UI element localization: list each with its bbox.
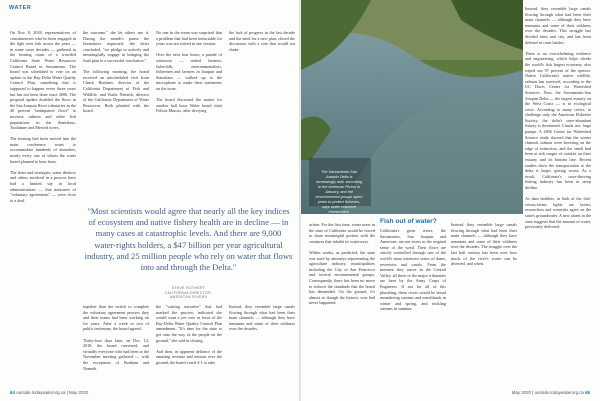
section-tag: WATER bbox=[9, 5, 32, 11]
section-subhead: Fish out of water? bbox=[380, 218, 437, 225]
photo-caption: The Sacramento-San Joaquin Delta is increasingly arid, according to the American Rivers in January, and the environmental groups spent years to protect fisheries, says water resource researchers. bbox=[315, 170, 363, 214]
body-column-right-2 bbox=[380, 218, 446, 378]
folio-text: ourside.todaywaterorg.ca | May 2020 bbox=[16, 390, 89, 395]
page-number: 65 bbox=[585, 390, 590, 395]
right-page bbox=[301, 0, 600, 401]
paragraph: Thirty-four days later, on Dec. 12, 2018, the board convened, and virtually everyone who had been at the November meeting gathered — with the exceptions of Bonham and Nemeth. bbox=[83, 337, 149, 371]
folio-right bbox=[512, 390, 590, 395]
body-column-right-1 bbox=[309, 222, 375, 382]
body-column-right-4 bbox=[525, 6, 591, 358]
folio-text: May 2020 | ourside.todaywaterorg.ca bbox=[511, 390, 584, 395]
paragraph: together than the switch to complete the voluntary agreement process they and their teams had been working on for years. After a week or two of public testimony, the board agreed. bbox=[83, 304, 149, 332]
paragraph: The board discussed the matter for another half hour. Water board chair Felicia Marcus, after decrying bbox=[156, 97, 222, 114]
paragraph: As dam builders, in both of the fish-versus-farms fights are hotter, researchers and scientists agree on the state's groundwater. A new alarm in the state suggests that the amount of water, previously delivered. bbox=[525, 196, 591, 230]
body-column-3-lower bbox=[156, 304, 222, 382]
paragraph: No one in the room was surprised that a problem that had been intractable for years was not solved in one session. bbox=[156, 30, 222, 47]
body-column-right-3 bbox=[451, 222, 517, 382]
paragraph: the lack of progress in the last decade and the need for a new plan, closed the discussion with a vote that would not shake. bbox=[229, 30, 295, 52]
folio-left bbox=[10, 390, 88, 395]
paragraph: Instead, they resemble large canals flowing through what had been their main channels — although they have remnants and some of their wildness over the decades. bbox=[229, 304, 295, 332]
paragraph: the outcome," she let others use it. During the month's pause the lawmakers requested, the letter concluded, "we pledge to actively and meaningfully engage in bringing the final plan to a successful conclusion." bbox=[83, 30, 149, 63]
paragraph: the "waiting narrative" that had marked the process, indicated she would want a yes vote in favor of the Bay-Delta Water Quality Control Plan amendment. "It's time for the state to get onto the way of the people on the ground," she said in closing. bbox=[156, 304, 222, 343]
left-page bbox=[0, 0, 299, 401]
body-column-2 bbox=[83, 30, 149, 228]
paragraph: Within weeks, as predicted, the state was sued by attorneys representing the agriculture industry, municipalities including the City of San Francisco and several environmental groups. Consequently, there has been no move to enforce the standards that the board has demanded. On the ground, it's almost as though the historic vote had never happened. bbox=[309, 249, 375, 306]
paragraph: There is an overwhelming evidence and engineering, which helps divide the world's fish largest economy, also wiped out 97 percent of the species. Native California's native wildlife, salmon has survived, according to the UC Davis Center for Watershed Sciences. Now, the Sacramento-San Joaquin Delta — the largest estuary on the West Coast — is in ecological crisis. According to many critics, to challenge only the American Fisheries Society, the delta's once-abundant fishery is threatened. Canals use, large pumps. A 2006 Center for Watershed Science study showed that the winter chinook salmon were hovering on the edge of extinction, and the smelt had been at risk ranges of outskirt on their estuary and its bottom line. Recent studies show the transportation to the delta is larger, getting worse. As a result, California's once-thriving fishing industry has been in steep decline. bbox=[525, 50, 591, 190]
river-photo bbox=[301, 0, 523, 214]
paragraph: Instead, they resemble large canals flowing through what had been their main channels — although they have remnants and some of their wildness over the decades. This struggle has divided farm and city, and has been defined in court battles. bbox=[525, 6, 591, 45]
pull-quote-attribution: STEVE ROTHERT CALIFORNIA DIRECTOR, AMERICAN RIVERS bbox=[164, 286, 213, 300]
pull-quote bbox=[84, 206, 293, 273]
body-column-4 bbox=[229, 30, 295, 228]
body-column-3 bbox=[156, 30, 222, 228]
paragraph: action. For the first time, water users in the state of California would be forced to share meaningful portion with the creatures that inhabit its waterways. bbox=[309, 222, 375, 244]
paragraph: California's great rivers, the Sacramento, San Joaquin and American, are not rivers in the original sense of the word. Their flows are strictly controlled through one of the world's most extensive series of dams, reservoirs and canals. From the moment they arrive in the Central Valley, all three of the major tributaries are bent by the Army Corps of Engineers. If not for all of this plumbing, these rivers would be broad meandering streams and marshlands in winter and spring, and trickling streams in summer. bbox=[380, 228, 446, 312]
paragraph: Over the next four hours, a parade of witnesses — united farmers, fisherfolk, environmentalists, fishermen and farmers in Joaquin and Stanislaus — walked up to the microphone to make their statements on the issue. bbox=[156, 52, 222, 91]
page-number: 64 bbox=[10, 390, 15, 395]
paragraph: And then, in apparent defiance of the amazing revenue and tension over the ground, the board voted 4-1 to take bbox=[156, 348, 222, 365]
body-column-2-lower bbox=[83, 304, 149, 382]
body-column-4-lower bbox=[229, 304, 295, 382]
paragraph: Instead, they resemble large canals flowing through what had been their main channels — although they have remnants and some of their wildness over the decades. The struggle over the last half century has been over how much of the river's water can be diverted, and when. bbox=[451, 222, 517, 267]
paragraph: The letter and strategies, water districts and others involved in a process have had a limited say in local administrations — that measures of "voluntary agreements" — were close to a deal. bbox=[10, 169, 76, 203]
body-column-1 bbox=[10, 30, 76, 382]
paragraph: On Nov. 8, 2018, representatives of constituencies who've been engaged in the fight over fish across the years — in some cases decades — gathered in the hearing room of a crowded California State Water Resources Control Board in Sacramento. The board was scheduled to vote on an update to the Bay-Delta Water Quality Control Plan, something that is supposed to happen every three years but has not been done since 2006. The proposal update doubled the flows in the San Joaquin River tributaries in the 40 percent "unimpaired flows" to increase salmon and other fish populations in the Stanislaus, Tuolumne and Merced rivers. bbox=[10, 30, 76, 131]
pull-quote-text: "Most scientists would agree that nearly all the key indices of ecosystem and native fishery health are in decline — in many cases at catastrophic levels. And there are 9,000 water-rights holders, a $47 billion per year agricultural industry, and 25 million people who rely on water that flows into and through the Delta." bbox=[84, 206, 293, 273]
paragraph: The hearing had been moved into the main conference room to accommodate hundreds of attendees, nearly every one of whom the water board planned to hear from. bbox=[10, 136, 76, 164]
paragraph: The following morning, the board received an unscheduled visit from Chuck Bonham, director of the California Department of Fish and Wildlife, and Karla Nemeth, director of the California Department of Water Resources. Both pleaded with the board. bbox=[83, 69, 149, 114]
